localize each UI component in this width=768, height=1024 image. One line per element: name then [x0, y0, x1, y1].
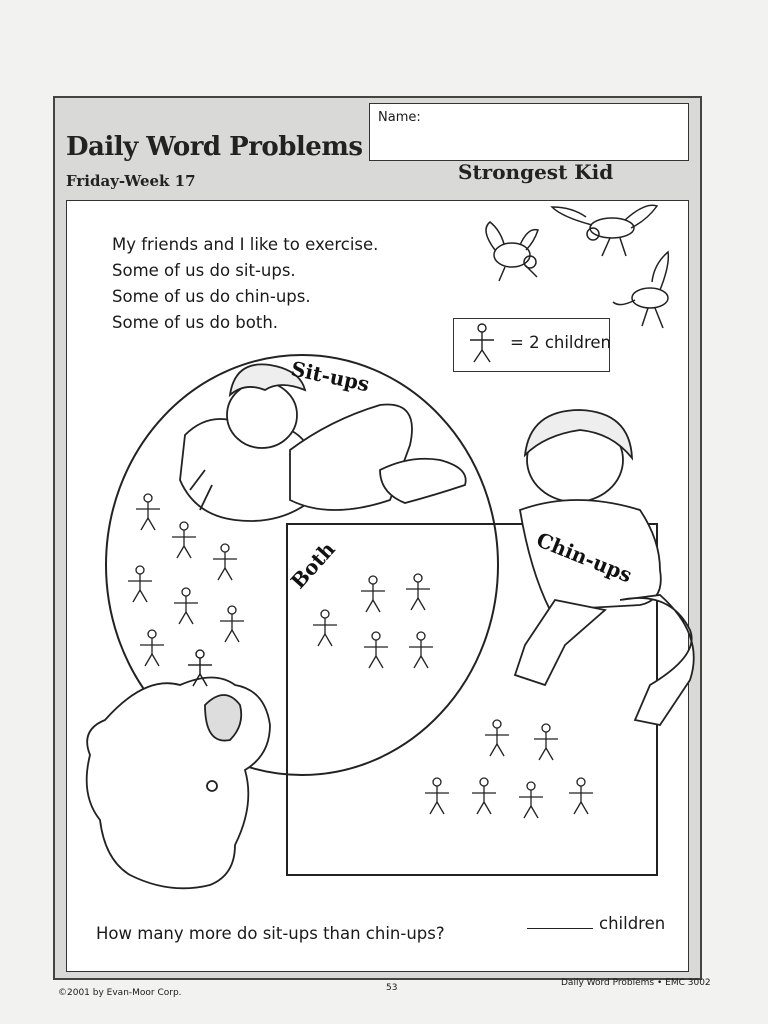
page-title: Daily Word Problems: [66, 132, 363, 162]
chinups-figure-icon: [569, 778, 593, 814]
situps-boy-illustration: [180, 364, 466, 521]
situps-figure-icon: [174, 588, 198, 624]
situps-figure-icon: [140, 630, 164, 666]
intro-line: Some of us do both.: [112, 313, 279, 332]
situps-figure-icon: [172, 522, 196, 558]
both-figure-icon: [364, 632, 388, 668]
situps-figure-icon: [128, 566, 152, 602]
legend-text: = 2 children: [510, 333, 612, 352]
both-figure-icon: [409, 632, 433, 668]
situps-label: Sit-ups: [288, 356, 372, 397]
bird-icon: [613, 252, 668, 328]
dog-illustration: [87, 678, 270, 889]
footer-page-number: 53: [386, 983, 398, 993]
situps-figure-icon: [136, 494, 160, 530]
bird-icon: [552, 205, 657, 256]
answer-blank[interactable]: [527, 914, 593, 929]
intro-line: My friends and I like to exercise.: [112, 235, 379, 254]
both-figure-icon: [361, 576, 385, 612]
chinups-figure-icon: [485, 720, 509, 756]
bird-icon: [486, 222, 538, 281]
situps-figure-icon: [220, 606, 244, 642]
chinups-figure-icon: [425, 778, 449, 814]
answer-unit: children: [599, 914, 666, 933]
both-figure-icon: [406, 574, 430, 610]
topic-title: Strongest Kid: [458, 160, 614, 184]
footer-copyright: ©2001 by Evan-Moor Corp.: [58, 988, 182, 998]
chinups-figure-icon: [472, 778, 496, 814]
situps-figure-icon: [213, 544, 237, 580]
page-subtitle: Friday-Week 17: [66, 172, 196, 190]
name-label: Name:: [378, 110, 421, 125]
both-figure-icon: [313, 610, 337, 646]
intro-line: Some of us do chin-ups.: [112, 287, 311, 306]
answer-field[interactable]: [527, 914, 665, 933]
footer-book: Daily Word Problems • EMC 3002: [561, 978, 711, 988]
question-text: How many more do sit-ups than chin-ups?: [96, 924, 445, 943]
chinups-figure-icon: [534, 724, 558, 760]
chinups-label: Chin-ups: [533, 527, 636, 588]
chinups-figure-icon: [519, 782, 543, 818]
both-label: Both: [285, 537, 340, 594]
intro-line: Some of us do sit-ups.: [112, 261, 296, 280]
